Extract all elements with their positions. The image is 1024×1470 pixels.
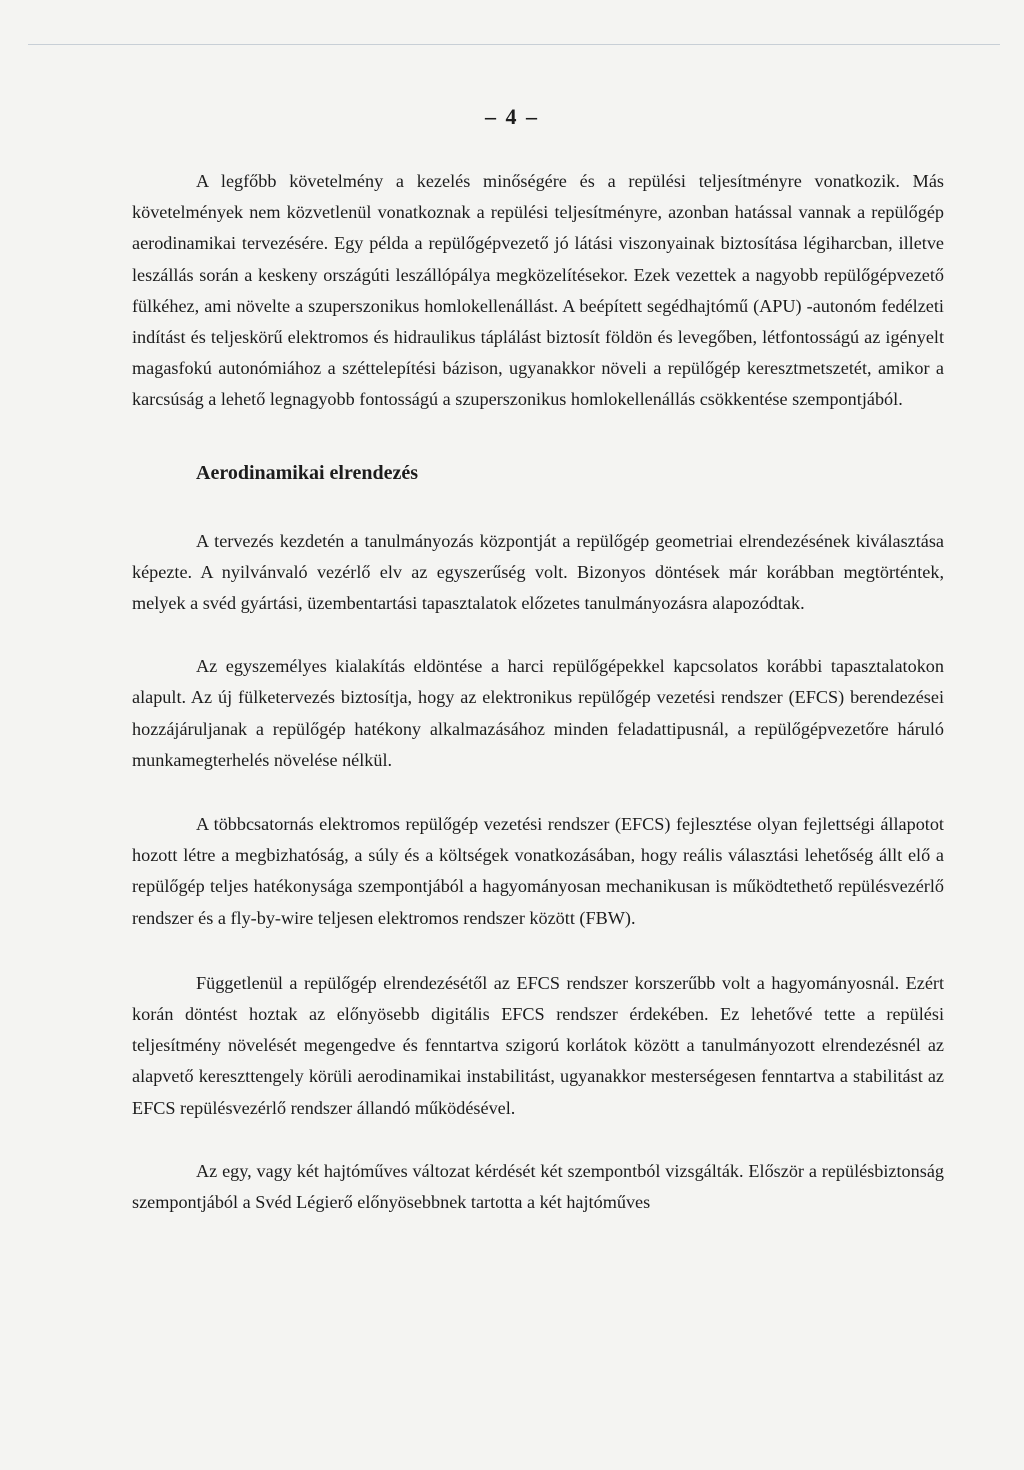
section-heading: Aerodinamikai elrendezés — [196, 461, 419, 484]
paragraph-efcs-digital: Függetlenül a repülőgép elrendezésétől az EFCS rendszer korszerűbb volt a hagyományosnál. Ezért korán döntést hoztak az előnyösebb digitális EFCS rendszer érdekében. Ez lehetővé tette a repülési teljesítmény növelését megengedve és fenntartva szigorú korlátok között a tanulmányozott elrendezésnél az alapvető kereszttengely körüli aerodinamikai instabilitást, ugyanakkor mesterségesen fenntartva a stabilitást az EFCS repülésvezérlő rendszer állandó működésével. — [132, 972, 944, 1118]
paragraph-single-seat: Az egyszemélyes kialakítás eldöntése a harci repülőgépekkel kapcsolatos korábbi tapasztalatokon alapult. Az új fülketervezés biztosítja, hogy az elektronikus repülőgép vezetési rendszer (EFCS) berendezései hozzájáruljanak a repülőgép hatékony alkalmazásához minden feladattipusnál, a repülőgépvezetőre háruló munkamegterhelés növelése nélkül. — [132, 656, 944, 770]
paragraph-efcs-development: A többcsatornás elektromos repülőgép vezetési rendszer (EFCS) fejlesztése olyan fejlettségi állapotot hozott létre a megbizhatóság, a súly és a költségek vonatkozásában, hogy reális választási lehetőség állt elő a repülőgép teljes hatékonysága szempontjából a hagyományosan mechanikusan is működtethető repülésvezérlő rendszer és a fly-by-wire teljesen elektromos rendszer között (FBW). — [132, 814, 944, 928]
paragraph-design-start: A tervezés kezdetén a tanulmányozás központját a repülőgép geometriai elrendezésének kiválasztása képezte. A nyilvánvaló vezérlő elv az egyszerűség volt. Bizonyos döntések már korábban megtörténtek, melyek a svéd gyártási, üzembentartási tapasztalatok előzetes tanulmányozásra alapozódtak. — [132, 530, 944, 614]
paragraph-engine-question: Az egy, vagy két hajtóműves változat kérdését két szempontból vizsgálták. Először a repülésbiztonság szempontjából a Svéd Légierő előnyösebbnek tartotta a két hajtóműves — [132, 1160, 944, 1213]
intro-paragraph: A legfőbb követelmény a kezelés minőségére és a repülési teljesítményre vonatkozik. Más követelmények nem közvetlenül vonatkoznak a repülési teljesítményre, azonban hatással vannak a repülőgép aerodinamikai tervezésére. Egy példa a repülőgépvezető jó látási viszonyainak biztosítása légiharcban, illetve leszállás során a keskeny országúti leszállópálya megközelítésekor. Ezek vezettek a nagyobb repülőgépvezető fülkéhez, ami növelte a szuperszonikus homlokellenállást. A beépített segédhajtómű (APU) -autonóm fedélzeti indítást és teljeskörű elektromos és hidraulikus táplálást biztosít földön és levegőben, létfontosságú az igényelt magasfokú autonómiához a széttelepítési bázison, ugyanakkor növeli a repülőgép keresztmetszetét, amikor a karcsúság a lehető legnagyobb fontosságú a szuperszonikus homlokellenállás csökkentése szempontjából. — [132, 171, 944, 410]
top-rule — [28, 44, 1000, 45]
page-body — [132, 166, 944, 1218]
page-number: – 4 – — [485, 104, 539, 129]
